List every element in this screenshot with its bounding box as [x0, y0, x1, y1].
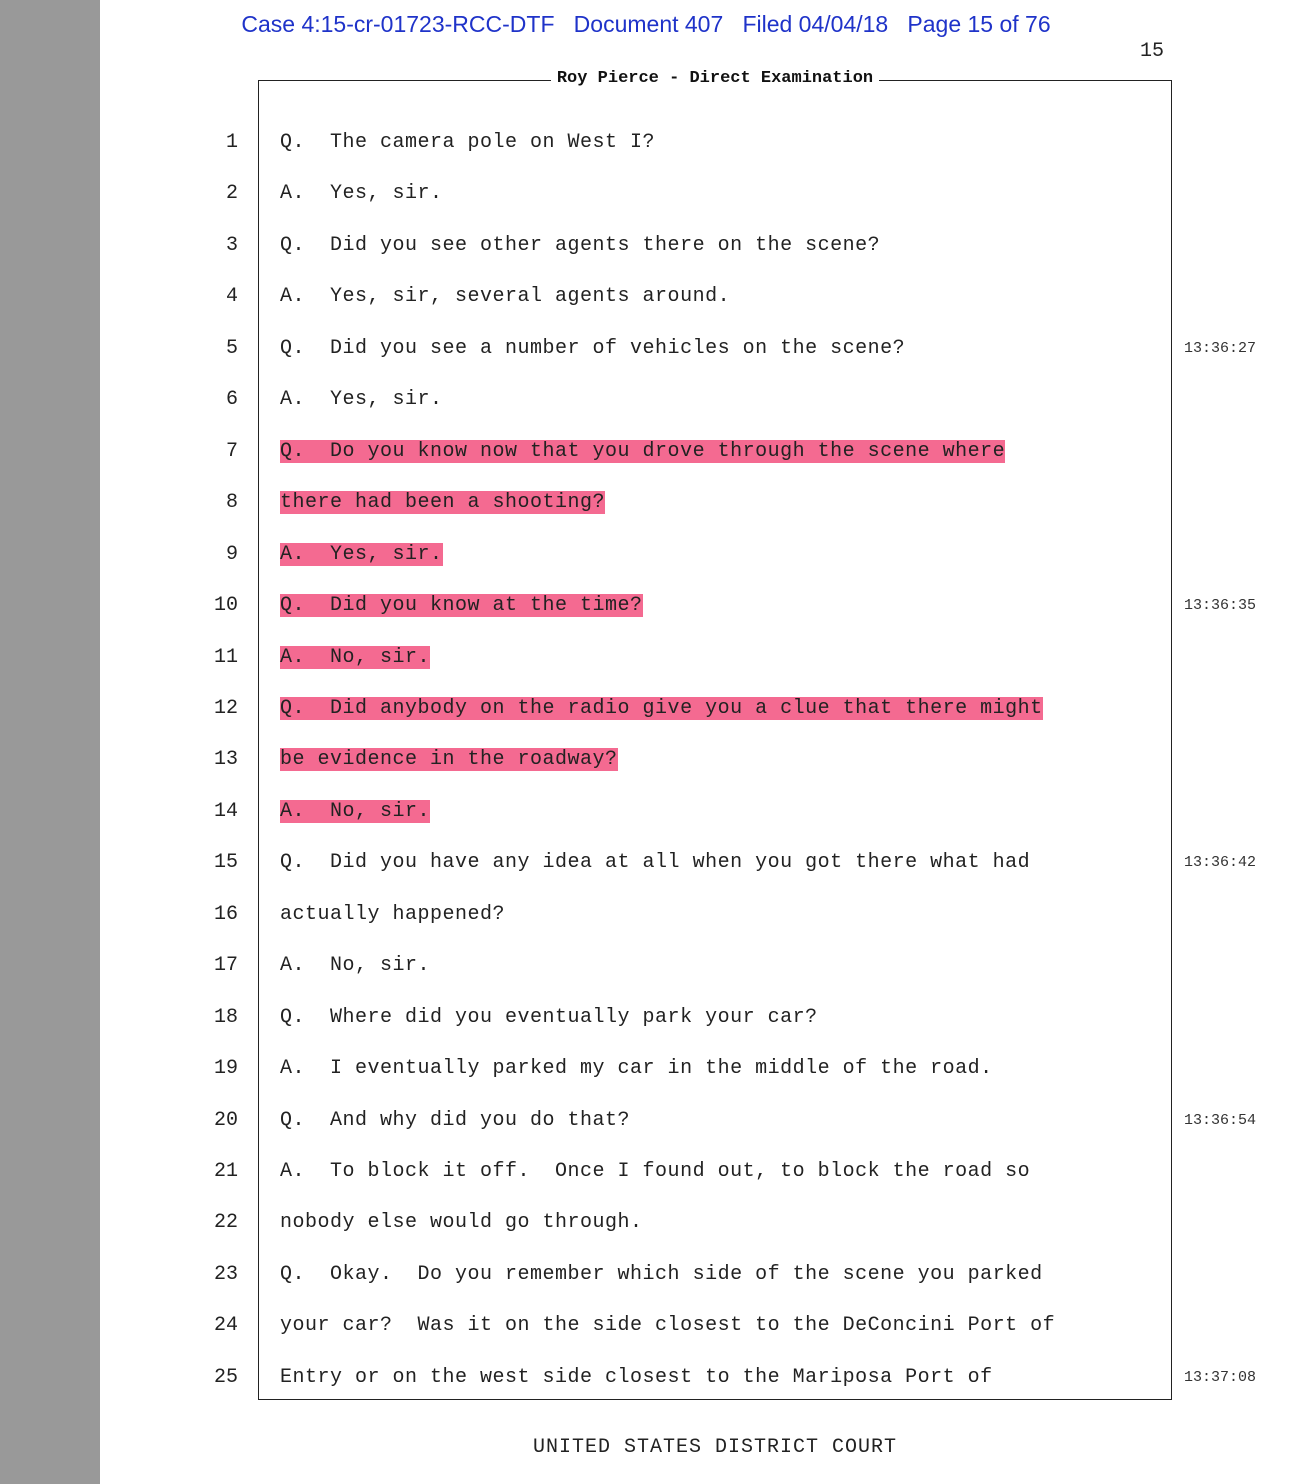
line-text: Q. The camera pole on West I? — [280, 131, 656, 154]
line-text: A. No, sir. — [280, 646, 431, 669]
line-number: 15 — [213, 851, 238, 874]
transcript-line — [280, 1263, 1043, 1286]
line-text: Q. Did you see a number of vehicles on the scene? — [280, 337, 906, 360]
timestamp: 13:36:35 — [1184, 597, 1257, 614]
line-number: 18 — [213, 1006, 238, 1029]
line-number: 6 — [225, 388, 238, 411]
transcript-line — [280, 234, 880, 257]
highlighted-transcript-line — [280, 800, 430, 823]
line-text: A. Yes, sir. — [280, 388, 443, 411]
line-text: there had been a shooting? — [280, 491, 606, 514]
line-number: 1 — [225, 131, 238, 154]
line-number: 14 — [213, 800, 238, 823]
line-number: 7 — [225, 440, 238, 463]
viewer-left-margin — [0, 0, 100, 1484]
transcript-line — [280, 1366, 993, 1389]
filed-date: Filed 04/04/18 — [742, 11, 889, 37]
transcript-line — [280, 1160, 1030, 1183]
timestamp: 13:36:42 — [1184, 854, 1257, 871]
line-number: 4 — [225, 285, 238, 308]
transcript-line — [280, 1211, 643, 1234]
highlighted-transcript-line — [280, 491, 605, 514]
transcript-line — [280, 182, 443, 205]
transcript-line — [280, 337, 905, 360]
line-text: A. Yes, sir. — [280, 543, 443, 566]
line-number: 5 — [225, 337, 238, 360]
line-text: A. I eventually parked my car in the middle of the road. — [280, 1057, 993, 1080]
transcript-line — [280, 903, 505, 926]
line-text: Q. Okay. Do you remember which side of the scene you parked — [280, 1263, 1043, 1286]
timestamp: 13:37:08 — [1184, 1369, 1257, 1386]
transcript-line — [280, 1057, 993, 1080]
line-number: 23 — [213, 1263, 238, 1286]
line-number: 16 — [213, 903, 238, 926]
line-number: 24 — [213, 1314, 238, 1337]
line-text: A. Yes, sir, several agents around. — [280, 285, 731, 308]
line-text: A. To block it off. Once I found out, to block the road so — [280, 1160, 1031, 1183]
transcript-line — [280, 285, 730, 308]
transcript-line — [280, 1006, 818, 1029]
line-text: Q. Did you have any idea at all when you got there what had — [280, 851, 1031, 874]
ecf-header-stamp — [100, 11, 1192, 38]
line-text: nobody else would go through. — [280, 1211, 643, 1234]
line-number: 22 — [213, 1211, 238, 1234]
page-indicator: Page 15 of 76 — [907, 11, 1051, 37]
highlighted-transcript-line — [280, 748, 618, 771]
line-text: A. Yes, sir. — [280, 182, 443, 205]
page-number: 15 — [1139, 40, 1164, 63]
transcript-line — [280, 1314, 1055, 1337]
line-text: Q. Did you see other agents there on the scene? — [280, 234, 881, 257]
line-text: Q. And why did you do that? — [280, 1109, 631, 1132]
line-number: 19 — [213, 1057, 238, 1080]
line-number: 11 — [213, 646, 238, 669]
highlighted-transcript-line — [280, 646, 430, 669]
highlighted-transcript-line — [280, 594, 643, 617]
line-text: Entry or on the west side closest to the Mariposa Port of — [280, 1366, 993, 1389]
highlighted-transcript-line — [280, 697, 1043, 720]
line-number: 21 — [213, 1160, 238, 1183]
line-number: 8 — [225, 491, 238, 514]
line-number: 2 — [225, 182, 238, 205]
timestamp: 13:36:54 — [1184, 1112, 1257, 1129]
line-text: your car? Was it on the side closest to the DeConcini Port of — [280, 1314, 1056, 1337]
case-number: Case 4:15-cr-01723-RCC-DTF — [241, 11, 555, 37]
highlighted-transcript-line — [280, 543, 443, 566]
transcript-line — [280, 131, 655, 154]
line-number: 13 — [213, 748, 238, 771]
section-title: Roy Pierce - Direct Examination — [258, 69, 1172, 88]
line-text: Q. Do you know now that you drove through the scene where — [280, 440, 1006, 463]
line-text: actually happened? — [280, 903, 506, 926]
transcript-line — [280, 954, 430, 977]
line-number: 17 — [213, 954, 238, 977]
transcript-box — [258, 80, 1172, 1400]
line-number: 10 — [213, 594, 238, 617]
document-number: Document 407 — [573, 11, 724, 37]
line-text: A. No, sir. — [280, 800, 431, 823]
transcript-line — [280, 851, 1030, 874]
line-number: 20 — [213, 1109, 238, 1132]
highlighted-transcript-line — [280, 440, 1005, 463]
line-text: Q. Did you know at the time? — [280, 594, 643, 617]
timestamp: 13:36:27 — [1184, 340, 1257, 357]
line-text: Q. Did anybody on the radio give you a clue that there might — [280, 697, 1043, 720]
line-text: Q. Where did you eventually park your car? — [280, 1006, 818, 1029]
line-number: 12 — [213, 697, 238, 720]
court-footer: UNITED STATES DISTRICT COURT — [532, 1436, 898, 1459]
line-number: 3 — [225, 234, 238, 257]
line-text: be evidence in the roadway? — [280, 748, 618, 771]
transcript-line — [280, 1109, 630, 1132]
transcript-line — [280, 388, 443, 411]
line-number: 25 — [213, 1366, 238, 1389]
line-text: A. No, sir. — [280, 954, 431, 977]
line-number: 9 — [225, 543, 238, 566]
